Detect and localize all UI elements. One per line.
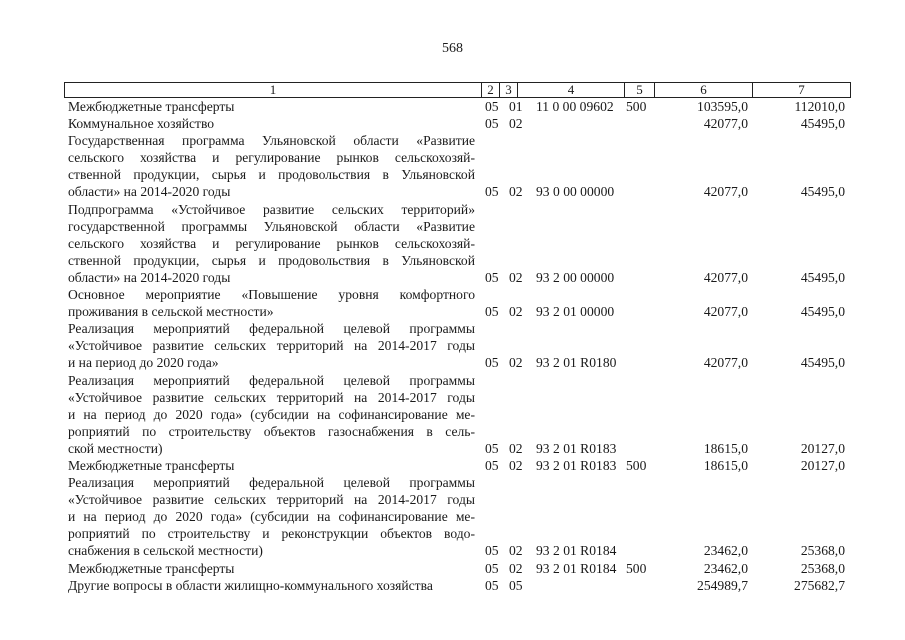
target-article: 93 2 01 R0183 <box>536 457 617 473</box>
row-description <box>68 577 475 594</box>
amount-year-1: 42077,0 <box>703 184 748 200</box>
amount-year-2: 25368,0 <box>800 543 845 559</box>
table-row <box>0 320 905 371</box>
amount-year-1: 23462,0 <box>703 560 748 576</box>
target-article: 93 0 00 00000 <box>536 184 615 200</box>
amount-year-1: 42077,0 <box>703 116 748 132</box>
row-description-line: государственной программы Ульяновской области «Развитие <box>68 218 475 234</box>
row-description-line: «Устойчивое развитие сельских территорий на 2014-2017 годы <box>68 492 475 508</box>
row-description-line: Межбюджетные трансферты <box>68 457 235 473</box>
page-number: 568 <box>442 41 463 56</box>
target-article: 93 2 01 R0184 <box>536 560 617 576</box>
table-row <box>0 98 905 115</box>
target-article: 93 2 01 R0184 <box>536 543 617 559</box>
target-article: 93 2 01 R0180 <box>536 355 617 371</box>
row-description-line: и на период до 2020 года» (субсидии на софинансирование ме- <box>68 406 475 422</box>
row-description-line: «Устойчивое развитие сельских территорий на 2014-2017 годы <box>68 389 475 405</box>
header-col-3: 3 <box>500 83 518 97</box>
row-description-line: ской местности) <box>68 440 163 456</box>
target-article: 93 2 00 00000 <box>536 269 615 285</box>
table-row <box>0 577 905 594</box>
amount-year-1: 42077,0 <box>703 355 748 371</box>
amount-year-1: 42077,0 <box>703 269 748 285</box>
row-description <box>68 132 475 200</box>
row-description-line: области» на 2014-2020 годы <box>68 269 231 285</box>
subsection-code: 02 <box>509 457 523 473</box>
amount-year-2: 112010,0 <box>794 99 845 114</box>
header-col-4: 4 <box>518 83 625 97</box>
target-article: 93 2 01 R0183 <box>536 440 617 456</box>
row-description <box>68 98 475 115</box>
row-description <box>68 320 475 371</box>
section-code: 05 <box>485 99 499 114</box>
section-code: 05 <box>485 543 499 559</box>
expense-type: 500 <box>626 560 647 576</box>
amount-year-1: 42077,0 <box>703 304 748 320</box>
row-description <box>68 560 475 577</box>
row-description-line: и на период до 2020 года» (субсидии на софинансирование ме- <box>68 509 475 525</box>
row-description-line: Коммунальное хозяйство <box>68 116 215 132</box>
section-code: 05 <box>485 184 499 200</box>
amount-year-2: 275682,7 <box>794 577 845 593</box>
header-col-6: 6 <box>655 83 753 97</box>
target-article: 11 0 00 09602 <box>536 99 614 114</box>
amount-year-2: 45495,0 <box>800 184 845 200</box>
section-code: 05 <box>485 116 499 132</box>
row-description-line: Подпрограмма «Устойчивое развитие сельских территорий» <box>68 201 475 217</box>
amount-year-1: 23462,0 <box>703 543 748 559</box>
target-article: 93 2 01 00000 <box>536 304 615 320</box>
amount-year-2: 45495,0 <box>800 116 845 132</box>
section-code: 05 <box>485 440 499 456</box>
subsection-code: 02 <box>509 355 523 371</box>
table-row <box>0 132 905 200</box>
amount-year-1: 254989,7 <box>697 577 748 593</box>
row-description <box>68 286 475 320</box>
section-code: 05 <box>485 560 499 576</box>
row-description-line: области» на 2014-2020 годы <box>68 184 231 200</box>
subsection-code: 02 <box>509 116 523 132</box>
row-description <box>68 372 475 457</box>
subsection-code: 02 <box>509 269 523 285</box>
amount-year-2: 45495,0 <box>800 304 845 320</box>
amount-year-2: 45495,0 <box>800 355 845 371</box>
row-description-line: Реализация мероприятий федеральной целевой программы <box>68 321 475 337</box>
table-row <box>0 201 905 286</box>
row-description-line: снабжения в сельской местности) <box>68 543 263 559</box>
table-row <box>0 457 905 474</box>
row-description-line: Основное мероприятие «Повышение уровня комфортного <box>68 287 475 303</box>
row-description <box>68 457 475 474</box>
row-description-line: и на период до 2020 года» <box>68 355 219 371</box>
amount-year-2: 25368,0 <box>800 560 845 576</box>
section-code: 05 <box>485 457 499 473</box>
row-description-line: роприятий по строительству и реконструкции объектов водо- <box>68 526 475 542</box>
row-description-line: сельского хозяйства и регулирование рынков сельскохозяй- <box>68 235 475 251</box>
row-description-line: Реализация мероприятий федеральной целевой программы <box>68 475 475 491</box>
section-code: 05 <box>485 304 499 320</box>
subsection-code: 02 <box>509 184 523 200</box>
table-row <box>0 372 905 457</box>
subsection-code: 01 <box>509 99 523 114</box>
subsection-code: 05 <box>509 577 523 593</box>
row-description-line: ственной продукции, сырья и продовольствия в Ульяновской <box>68 252 475 268</box>
table-row <box>0 286 905 320</box>
table-row <box>0 115 905 132</box>
header-col-5: 5 <box>625 83 655 97</box>
expense-type: 500 <box>626 457 647 473</box>
amount-year-1: 18615,0 <box>703 457 748 473</box>
header-col-2: 2 <box>482 83 500 97</box>
row-description-line: Межбюджетные трансферты <box>68 99 235 114</box>
header-col-7: 7 <box>798 82 805 97</box>
expense-type: 500 <box>626 99 647 114</box>
section-code: 05 <box>485 577 499 593</box>
subsection-code: 02 <box>509 560 523 576</box>
row-description-line: Государственная программа Ульяновской области «Развитие <box>68 133 475 149</box>
row-description <box>68 201 475 286</box>
table-row <box>0 560 905 577</box>
subsection-code: 02 <box>509 543 523 559</box>
row-description-line: ственной продукции, сырья и продовольствия в Ульяновской <box>68 167 475 183</box>
section-code: 05 <box>485 355 499 371</box>
row-description <box>68 115 475 132</box>
section-code: 05 <box>485 269 499 285</box>
subsection-code: 02 <box>509 440 523 456</box>
row-description-line: сельского хозяйства и регулирование рынков сельскохозяй- <box>68 150 475 166</box>
header-col-1: 1 <box>65 83 482 97</box>
amount-year-2: 20127,0 <box>800 440 845 456</box>
row-description-line: роприятий по строительству объектов газоснабжения в сель- <box>68 423 475 439</box>
row-description-line: проживания в сельской местности» <box>68 304 274 320</box>
amount-year-2: 20127,0 <box>800 457 845 473</box>
row-description-line: Реализация мероприятий федеральной целевой программы <box>68 372 475 388</box>
table-body <box>0 98 905 594</box>
subsection-code: 02 <box>509 304 523 320</box>
amount-year-2: 45495,0 <box>800 269 845 285</box>
amount-year-1: 103595,0 <box>697 99 748 114</box>
row-description-line: Межбюджетные трансферты <box>68 560 235 576</box>
row-description-line: «Устойчивое развитие сельских территорий на 2014-2017 годы <box>68 338 475 354</box>
table-row <box>0 474 905 559</box>
amount-year-1: 18615,0 <box>703 440 748 456</box>
row-description <box>68 474 475 559</box>
row-description-line: Другие вопросы в области жилищно-коммунального хозяйства <box>68 577 433 593</box>
table-header <box>64 82 851 98</box>
